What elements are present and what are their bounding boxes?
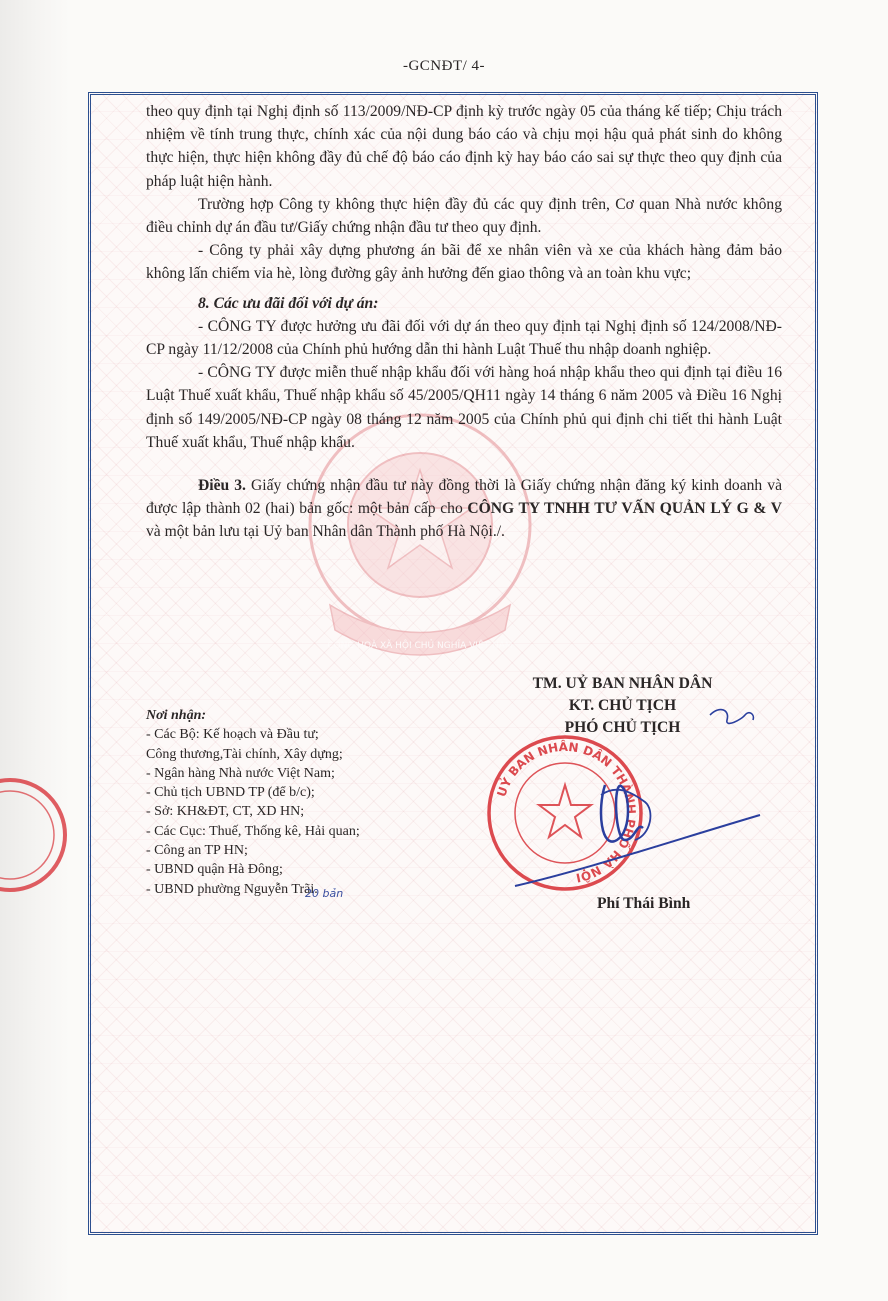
paragraph-incentive-cit: - CÔNG TY được hưởng ưu đãi đối với dự án theo quy định tại Nghị định số 124/2008/NĐ-CP ngày 11/12/2008 của Chính phủ hướng dẫn thi hành Luật Thuế thu nhập doanh nghiệp. <box>146 317 782 359</box>
page-code-header: -GCNĐT/ 4- <box>402 58 486 74</box>
article-3-text-b: và một bản lưu tại Uỷ ban Nhân dân Thành phố Hà Nội./. <box>146 523 505 541</box>
company-name: CÔNG TY TNHH TƯ VẤN QUẢN LÝ G & V <box>467 500 782 518</box>
recipients-list <box>146 706 446 899</box>
article-3-text-a: Giấy chứng nhận đầu tư này đồng thời là Giấy chứng nhận đăng ký kinh doanh và được lập thành 02 (hai) bản gốc: một bản cấp cho <box>146 477 783 518</box>
handwritten-copies-note: 20 bản <box>305 887 344 900</box>
paragraph-import-duty: - CÔNG TY được miễn thuế nhập khẩu đối với hàng hoá nhập khẩu theo qui định tại điều 16 Luật Thuế xuất khẩu, Thuế nhập khẩu số 45/2005/QH11 ngày 14 tháng 6 năm 2005 và Điều 16 Nghị định số 149/2005/NĐ-CP ngày 08 tháng 12 năm 2005 của Chính phủ qui định chi tiết thi hành Luật Thuế xuất khẩu, Thuế nhập khẩu. <box>146 364 782 451</box>
recipient-item: - Công an TP HN; <box>146 843 248 859</box>
recipient-item: - Các Bộ: Kế hoạch và Đầu tư; <box>146 727 319 743</box>
emblem-ribbon-text: CỘNG HOÀ XÃ HỘI CHỦ NGHĨA VIỆT NAM <box>327 641 513 651</box>
recipient-item: - UBND phường Nguyễn Trãi. <box>146 881 318 897</box>
recipient-item: - UBND quận Hà Đông; <box>146 862 283 878</box>
recipient-item: Công thương,Tài chính, Xây dựng; <box>146 746 343 762</box>
edge-seal-stamp <box>0 760 70 910</box>
recipient-item: - Ngân hàng Nhà nước Việt Nam; <box>146 765 335 781</box>
signer-name: Phí Thái Bình <box>597 895 691 912</box>
recipients-title: Nơi nhận: <box>146 708 207 723</box>
article-3-label: Điều 3. <box>198 477 246 495</box>
signature-line-3: PHÓ CHỦ TỊCH <box>564 719 681 736</box>
signature-line-2: KT. CHỦ TỊCH <box>568 697 677 714</box>
section-8-heading: 8. Các ưu đãi đối với dự án: <box>198 294 379 312</box>
article-3 <box>146 474 782 544</box>
handwritten-signature <box>505 690 785 895</box>
recipient-item: - Chủ tịch UBND TP (để b/c); <box>146 785 315 801</box>
paragraph-parking: - Công ty phải xây dựng phương án bãi để xe nhân viên và xe của khách hàng đảm bảo không lấn chiếm vỉa hè, lòng đường gây ảnh hưởng đến giao thông và an toàn khu vực; <box>146 242 782 283</box>
document-body <box>146 100 782 544</box>
scan-page-edge <box>0 0 70 1301</box>
recipient-item: - Sở: KH&ĐT, CT, XD HN; <box>146 804 305 820</box>
seal-text: UỶ BAN NHÂN DÂN THÀNH PHỐ HÀ NỘI <box>494 739 639 885</box>
paragraph-noncompliance: Trường hợp Công ty không thực hiện đầy đủ các quy định trên, Cơ quan Nhà nước không điều chỉnh dự án đầu tư/Giấy chứng nhận đầu tư theo quy định. <box>146 195 782 237</box>
recipient-item: - Các Cục: Thuế, Thống kê, Hải quan; <box>146 823 360 839</box>
signature-line-1: TM. UỶ BAN NHÂN DÂN <box>532 675 713 692</box>
paragraph-reporting: theo quy định tại Nghị định số 113/2009/NĐ-CP định kỳ trước ngày 05 của tháng kế tiếp; Chịu trách nhiệm về tính trung thực, chính xác của nội dung báo cáo và chịu mọi hậu quả phát sinh do không thực hiện, thực hiện không đầy đủ chế độ báo cáo định kỳ hay báo cáo sai sự thực theo quy định của pháp luật hiện hành. <box>146 103 782 190</box>
